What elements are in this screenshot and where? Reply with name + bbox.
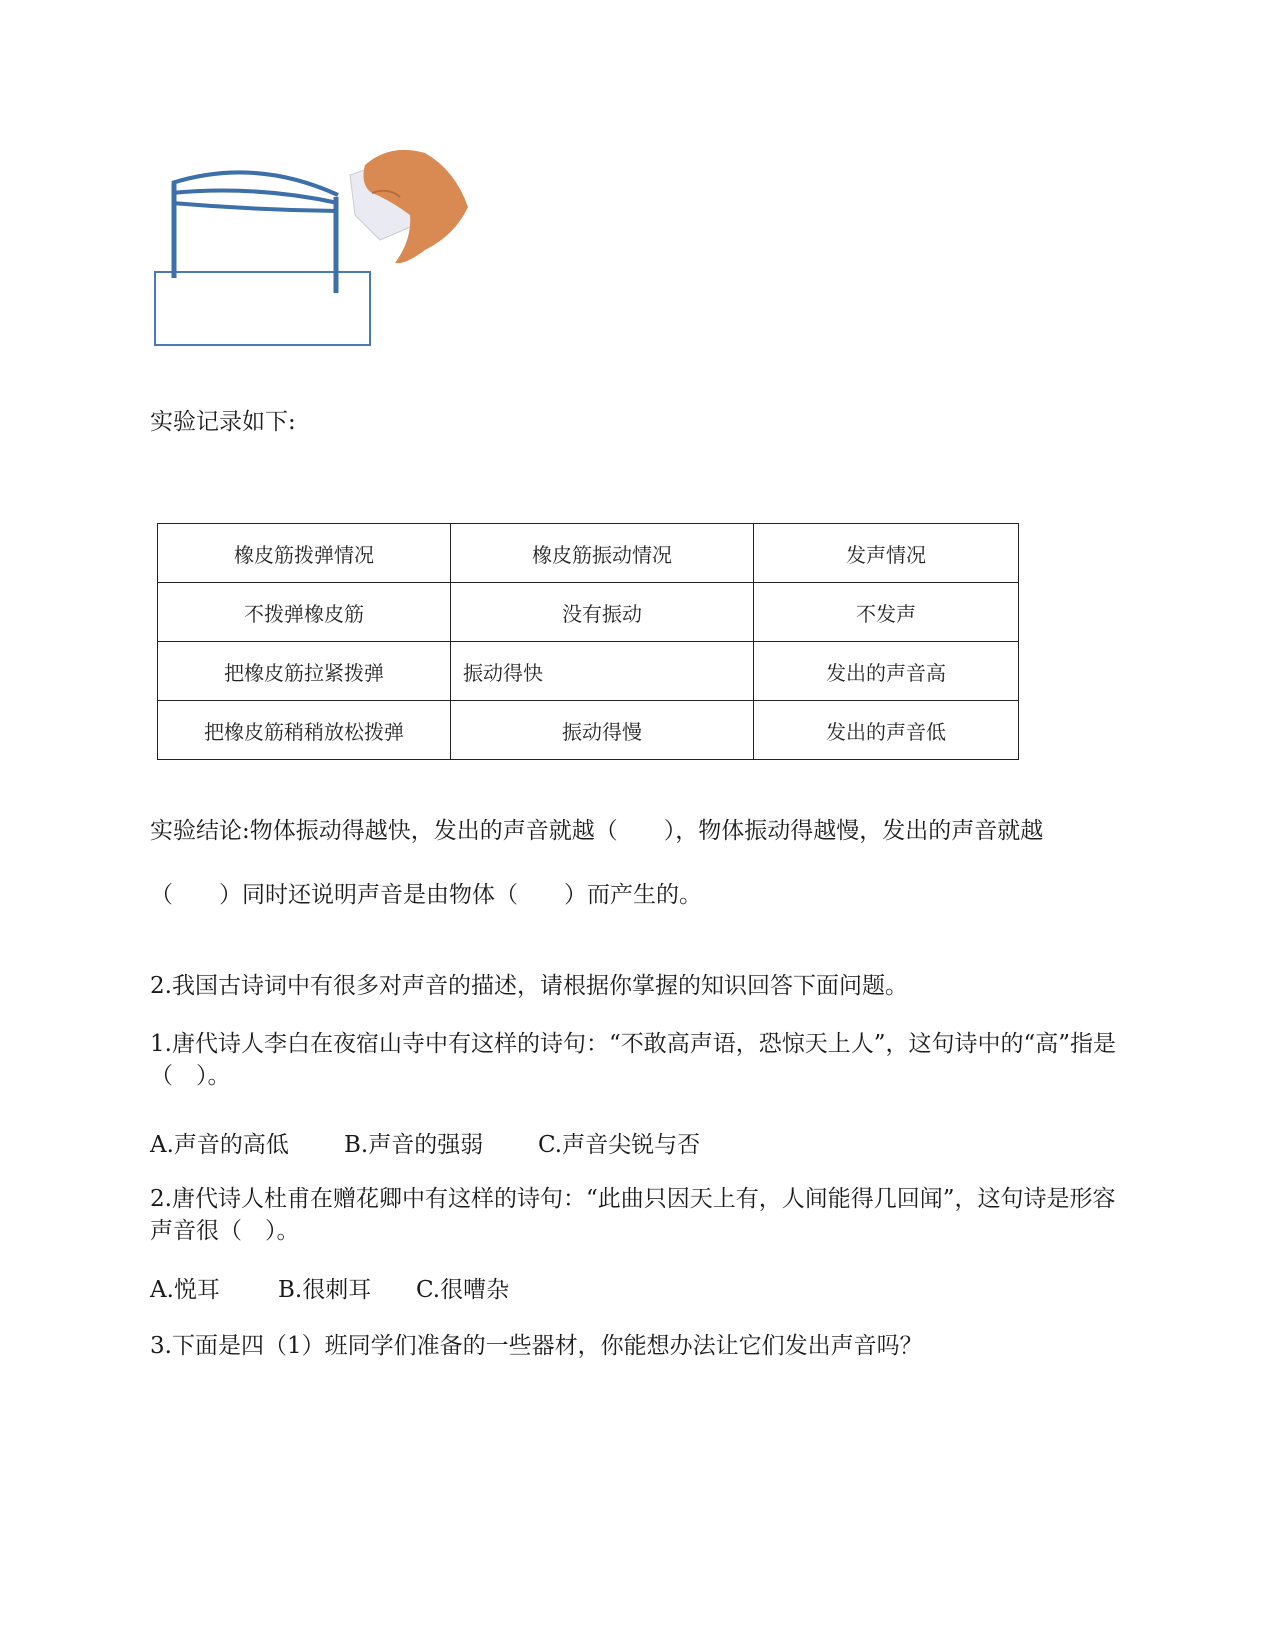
question-2-sub-1: 1.唐代诗人李白在夜宿山寺中有这样的诗句：“不敢高声语，恐惊天上人”，这句诗中的“高”指是（ ）。 <box>150 1031 1116 1089</box>
table-header: 橡皮筋拨弹情况 <box>158 524 451 583</box>
conclusion-line-2: （ ）同时还说明声音是由物体（ ）而产生的。 <box>150 882 702 908</box>
table-cell: 不发声 <box>754 583 1019 642</box>
rubber-band-bottom <box>172 203 338 211</box>
table-row <box>158 583 1019 642</box>
option-b: B.声音的强弱 <box>344 1132 484 1158</box>
question-2-sub-2: 2.唐代诗人杜甫在赠花卿中有这样的诗句：“此曲只因天上有，人间能得几回闻”，这句诗是形容声音很（ ）。 <box>150 1186 1116 1244</box>
record-intro: 实验记录如下: <box>150 409 296 435</box>
question-2-sub-2-options <box>150 1274 509 1306</box>
table-cell: 把橡皮筋稍稍放松拨弹 <box>158 701 451 760</box>
question-2-title: 2.我国古诗词中有很多对声音的描述，请根据你掌握的知识回答下面问题。 <box>150 973 908 999</box>
experiment-record-table <box>157 523 1019 760</box>
table-row <box>158 642 1019 701</box>
table-cell: 振动得慢 <box>451 701 754 760</box>
rubber-band-middle <box>172 191 338 203</box>
table-cell: 没有振动 <box>451 583 754 642</box>
table-header: 发声情况 <box>754 524 1019 583</box>
table-cell: 不拨弹橡皮筋 <box>158 583 451 642</box>
conclusion-line-1: 实验结论:物体振动得越快，发出的声音就越（ ），物体振动得越慢，发出的声音就越 <box>150 818 1044 844</box>
table-row <box>158 701 1019 760</box>
option-c: C.声音尖锐与否 <box>538 1132 701 1158</box>
hand-icon <box>350 150 468 263</box>
question-2-sub-1-options <box>150 1129 700 1161</box>
table-cell: 发出的声音高 <box>754 642 1019 701</box>
option-a: A.声音的高低 <box>150 1132 289 1158</box>
option-c: C.很嘈杂 <box>416 1277 510 1303</box>
question-3-title: 3.下面是四（1）班同学们准备的一些器材，你能想办法让它们发出声音吗？ <box>150 1333 923 1359</box>
table-cell: 把橡皮筋拉紧拨弹 <box>158 642 451 701</box>
rubber-band-box-illustration <box>150 145 490 370</box>
option-a: A.悦耳 <box>150 1277 220 1303</box>
table-header-row <box>158 524 1019 583</box>
table-cell: 发出的声音低 <box>754 701 1019 760</box>
option-b: B.很刺耳 <box>278 1277 372 1303</box>
table-header: 橡皮筋振动情况 <box>451 524 754 583</box>
table-cell: 振动得快 <box>451 642 754 701</box>
